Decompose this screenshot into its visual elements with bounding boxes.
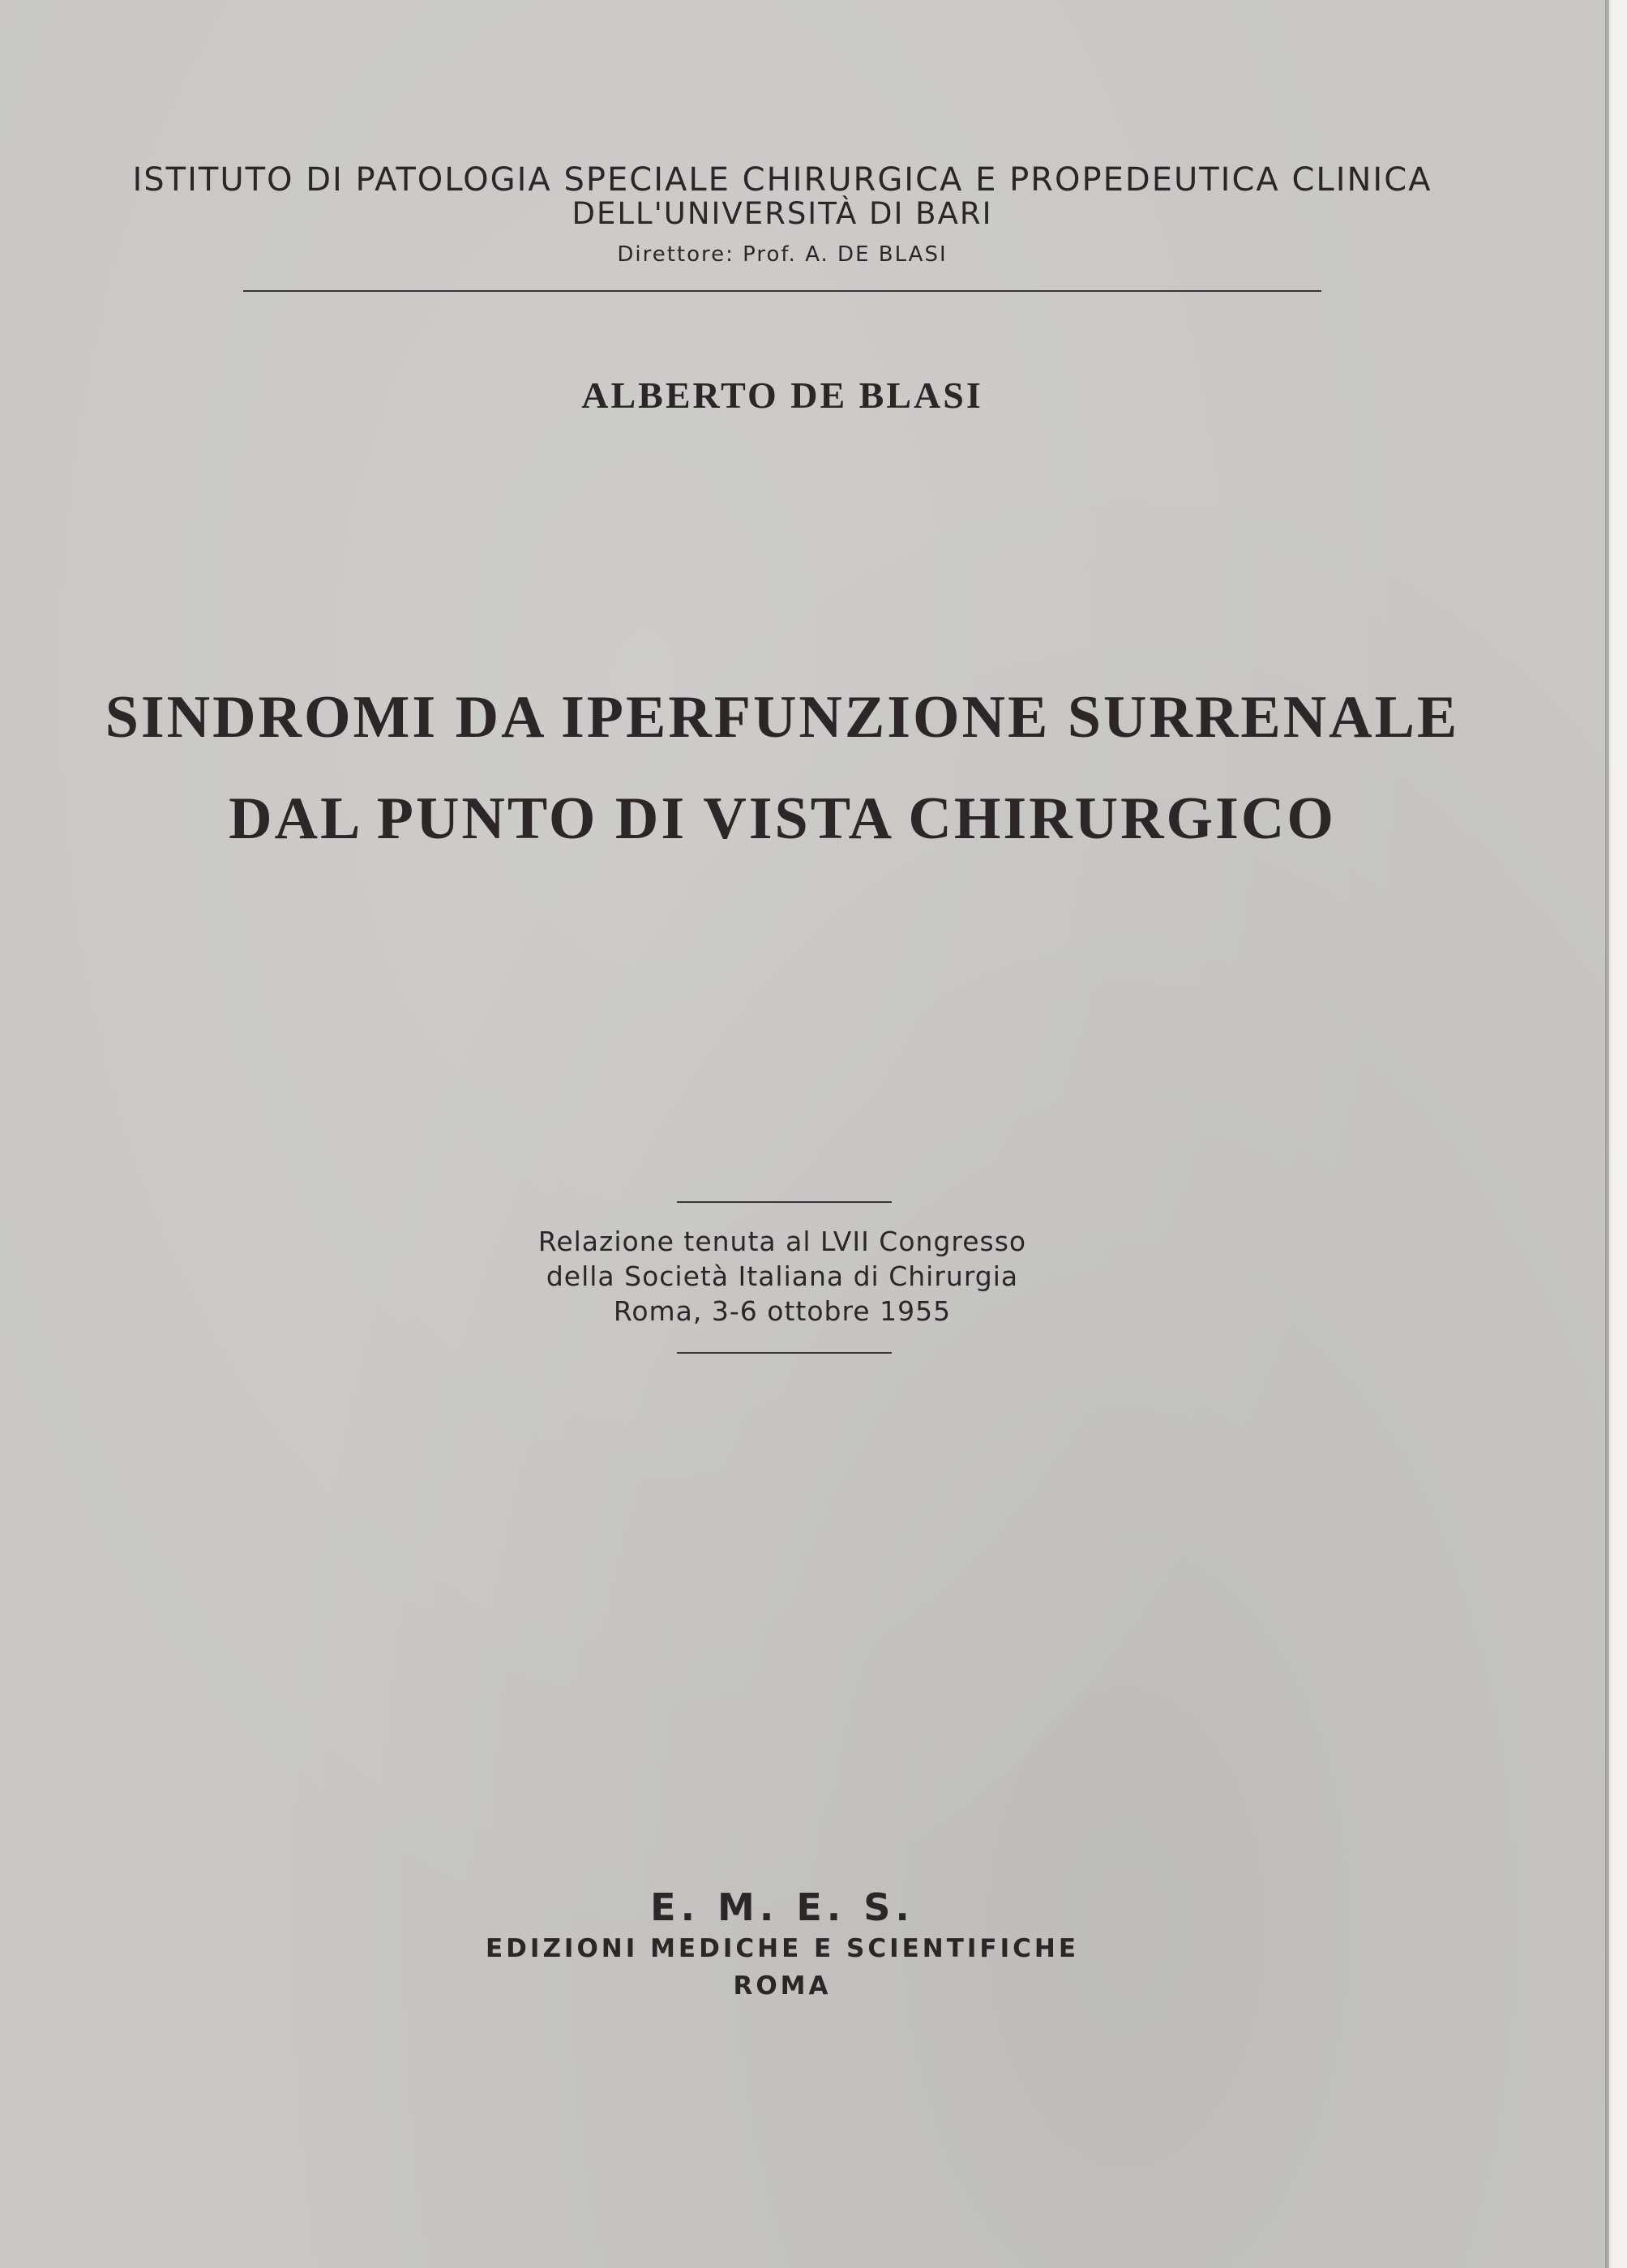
header-divider [243,290,1321,292]
author-name: ALBERTO DE BLASI [581,374,983,416]
note-line-1: Relazione tenuta al LVII Congresso [537,1226,1027,1257]
note-line-3: Roma, 3-6 ottobre 1955 [613,1295,952,1327]
publisher-full-name: EDIZIONI MEDICHE E SCIENTIFICHE [486,1934,1079,1963]
publisher-city: ROMA [733,1971,832,2001]
director-line: Direttore: Prof. A. DE BLASI [617,242,948,267]
note-divider-bottom [677,1352,892,1354]
title-line-1: SINDROMI DA IPERFUNZIONE SURRENALE [105,684,1460,751]
cover-edge-shadow [1605,0,1612,2268]
publisher-acronym: E. M. E. S. [650,1885,914,1929]
title-line-2: DAL PUNTO DI VISTA CHIRURGICO [229,785,1336,852]
university-name: DELL'UNIVERSITÀ DI BARI [572,196,993,231]
institute-name: ISTITUTO DI PATOLOGIA SPECIALE CHIRURGICA E PROPEDEUTICA CLINICA [132,161,1432,199]
note-line-2: della Società Italiana di Chirurgia [546,1260,1019,1292]
note-divider-top [677,1201,892,1203]
